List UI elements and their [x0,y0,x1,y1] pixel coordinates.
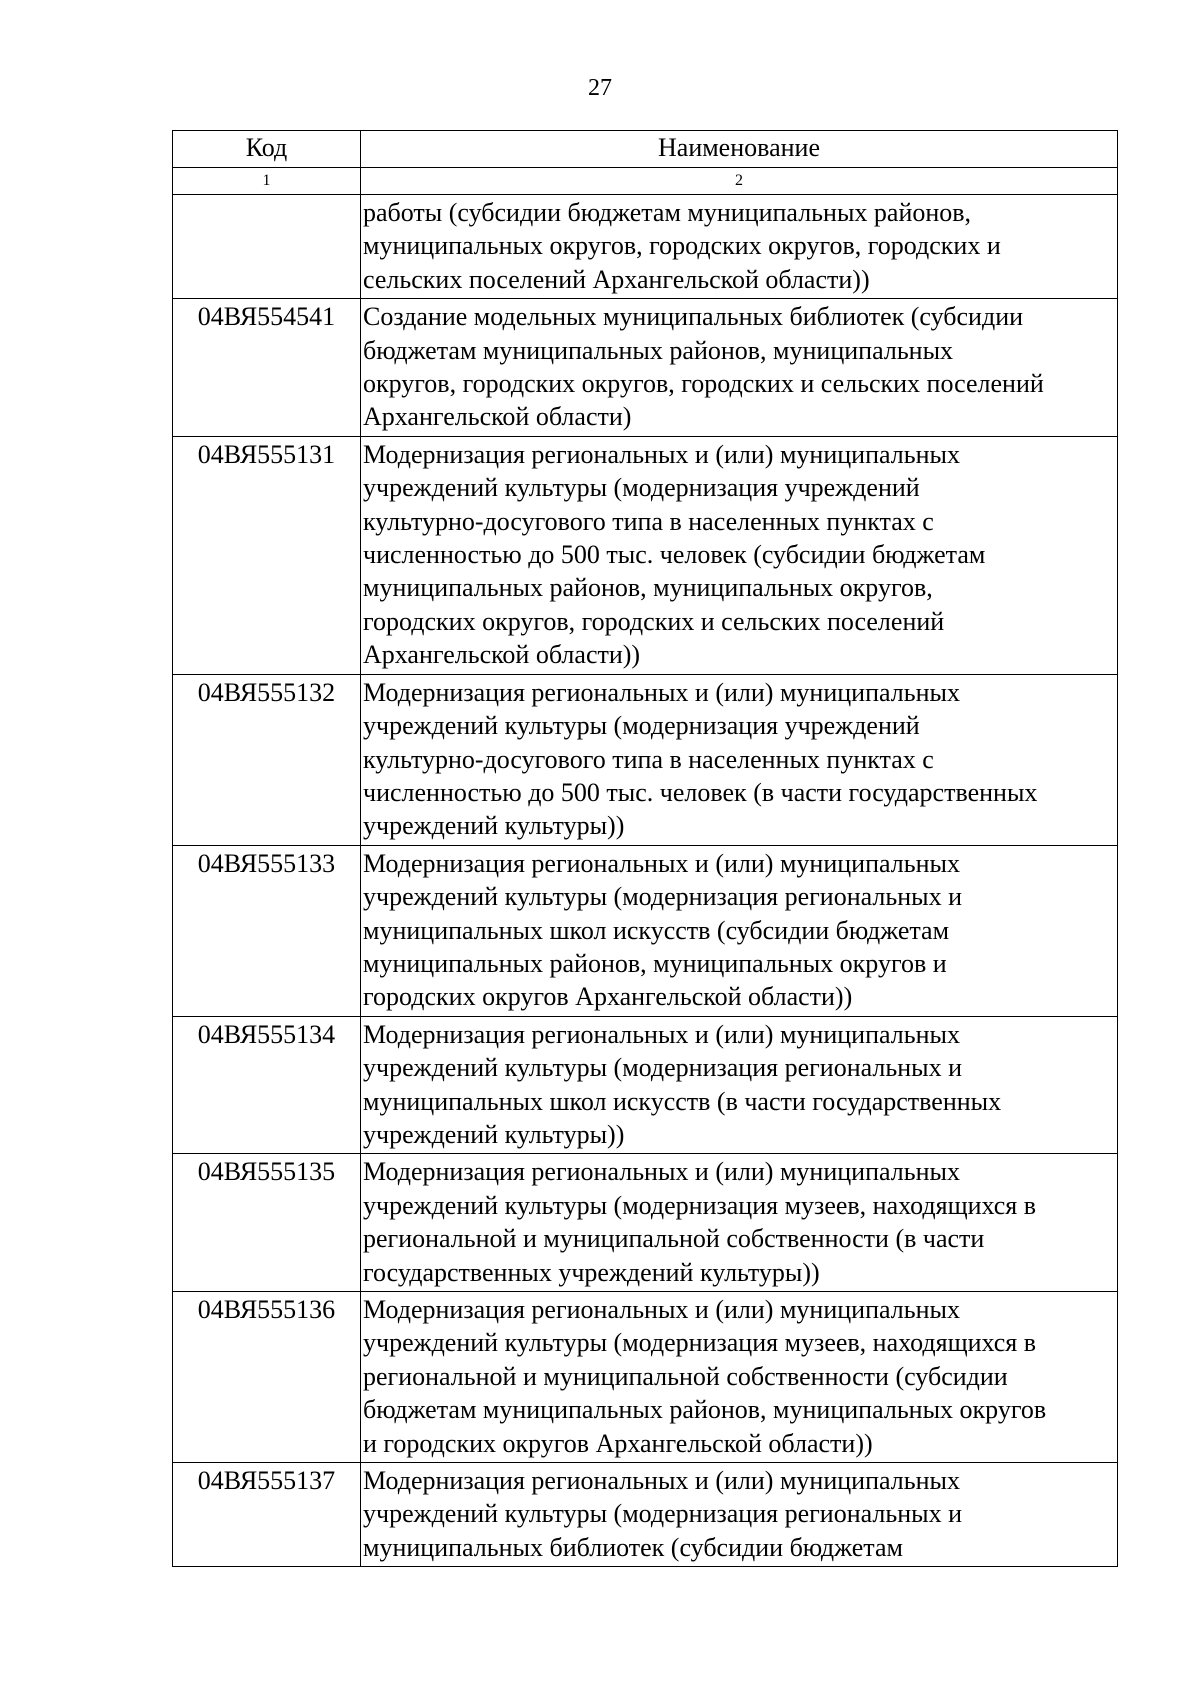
row-name-line: Модернизация региональных и (или) муниципальных [363,1466,960,1496]
row-name-line: Модернизация региональных и (или) муниципальных [363,848,960,878]
row-name-line: Модернизация региональных и (или) муниципальных [363,1295,960,1324]
row-name-line: бюджетам муниципальных районов, муниципальных [363,335,954,365]
row-name-line: государственных учреждений культуры)) [363,1257,820,1287]
row-name-line: муниципальных районов, муниципальных округов, [363,573,933,603]
row-name [361,674,1118,845]
row-name-line: учреждений культуры)) [363,1119,625,1149]
row-name-line: сельских поселений Архангельской области)) [363,264,870,294]
row-name-line: учреждений культуры (модернизация региональных и [363,1499,963,1529]
table-row [173,1292,1118,1463]
row-code: 04ВЯ555137 [173,1463,361,1567]
table-header-row [173,131,1118,168]
row-name-line: учреждений культуры (модернизация музеев, находящихся в [363,1328,1037,1358]
row-name [361,195,1118,299]
row-code: 04ВЯ555135 [173,1154,361,1292]
table-row [173,195,1118,299]
row-name-line: учреждений культуры (модернизация учреждений [363,711,920,741]
header-code: Код [173,131,361,168]
row-name-line: учреждений культуры (модернизация региональных и [363,882,963,912]
table-row [173,1016,1118,1154]
table-row [173,845,1118,1016]
row-name-line: Модернизация региональных и (или) муниципальных [363,677,960,707]
row-name-line: численностью до 500 тыс. человек (в части государственных [363,777,1038,807]
row-name-line: Создание модельных муниципальных библиотек (субсидии [363,302,1024,332]
row-code: 04ВЯ555136 [173,1292,361,1463]
row-name [361,845,1118,1016]
table-row [173,1154,1118,1292]
row-name-line: муниципальных районов, муниципальных округов и [363,948,947,978]
column-number-1: 1 [173,168,361,195]
row-code: 04ВЯ555134 [173,1016,361,1154]
column-number-row [173,168,1118,195]
row-name [361,436,1118,674]
table-row [173,1463,1118,1567]
row-code: 04ВЯ555132 [173,674,361,845]
row-name-line: городских округов, городских и сельских поселений [363,606,945,636]
row-name-line: и городских округов Архангельской области)) [363,1428,873,1458]
budget-code-table [172,130,1118,1567]
row-name-line: численностью до 500 тыс. человек (субсидии бюджетам [363,540,986,570]
row-code: 04ВЯ555131 [173,436,361,674]
row-name-line: Архангельской области)) [363,640,641,670]
row-code: 04ВЯ555133 [173,845,361,1016]
column-number-2: 2 [361,168,1118,195]
row-name-line: учреждений культуры (модернизация учреждений [363,473,920,503]
row-name-line: округов, городских округов, городских и сельских поселений [363,369,1044,399]
row-code [173,195,361,299]
table-row [173,299,1118,437]
page-number: 27 [588,75,612,101]
row-name-line: муниципальных школ искусств (субсидии бюджетам [363,915,950,945]
row-name-line: бюджетам муниципальных районов, муниципальных округов [363,1395,1047,1425]
row-name-line: региональной и муниципальной собственности (в части [363,1224,985,1254]
row-name-line: работы (субсидии бюджетам муниципальных районов, [363,198,972,227]
row-name-line: Модернизация региональных и (или) муниципальных [363,439,960,469]
row-name-line: региональной и муниципальной собственности (субсидии [363,1361,1008,1391]
row-name-line: Модернизация региональных и (или) муниципальных [363,1019,960,1049]
row-name-line: городских округов Архангельской области)) [363,982,853,1012]
table-row [173,436,1118,674]
header-name: Наименование [361,131,1118,168]
row-name-line: Архангельской области) [363,402,632,432]
row-name-line: учреждений культуры)) [363,811,625,841]
row-code: 04ВЯ554541 [173,299,361,437]
row-name-line: муниципальных библиотек (субсидии бюджетам [363,1532,903,1562]
row-name-line: культурно-досугового типа в населенных пунктах с [363,506,934,536]
row-name-line: культурно-досугового типа в населенных пунктах с [363,744,934,774]
row-name [361,1016,1118,1154]
row-name-line: муниципальных округов, городских округов, городских и [363,231,1001,261]
row-name [361,299,1118,437]
row-name-line: Модернизация региональных и (или) муниципальных [363,1157,960,1187]
row-name-line: учреждений культуры (модернизация музеев, находящихся в [363,1190,1037,1220]
row-name-line: учреждений культуры (модернизация региональных и [363,1053,963,1083]
table-row [173,674,1118,845]
row-name [361,1292,1118,1463]
table-body [173,195,1118,1567]
row-name [361,1154,1118,1292]
row-name [361,1463,1118,1567]
row-name-line: муниципальных школ искусств (в части государственных [363,1086,1002,1116]
